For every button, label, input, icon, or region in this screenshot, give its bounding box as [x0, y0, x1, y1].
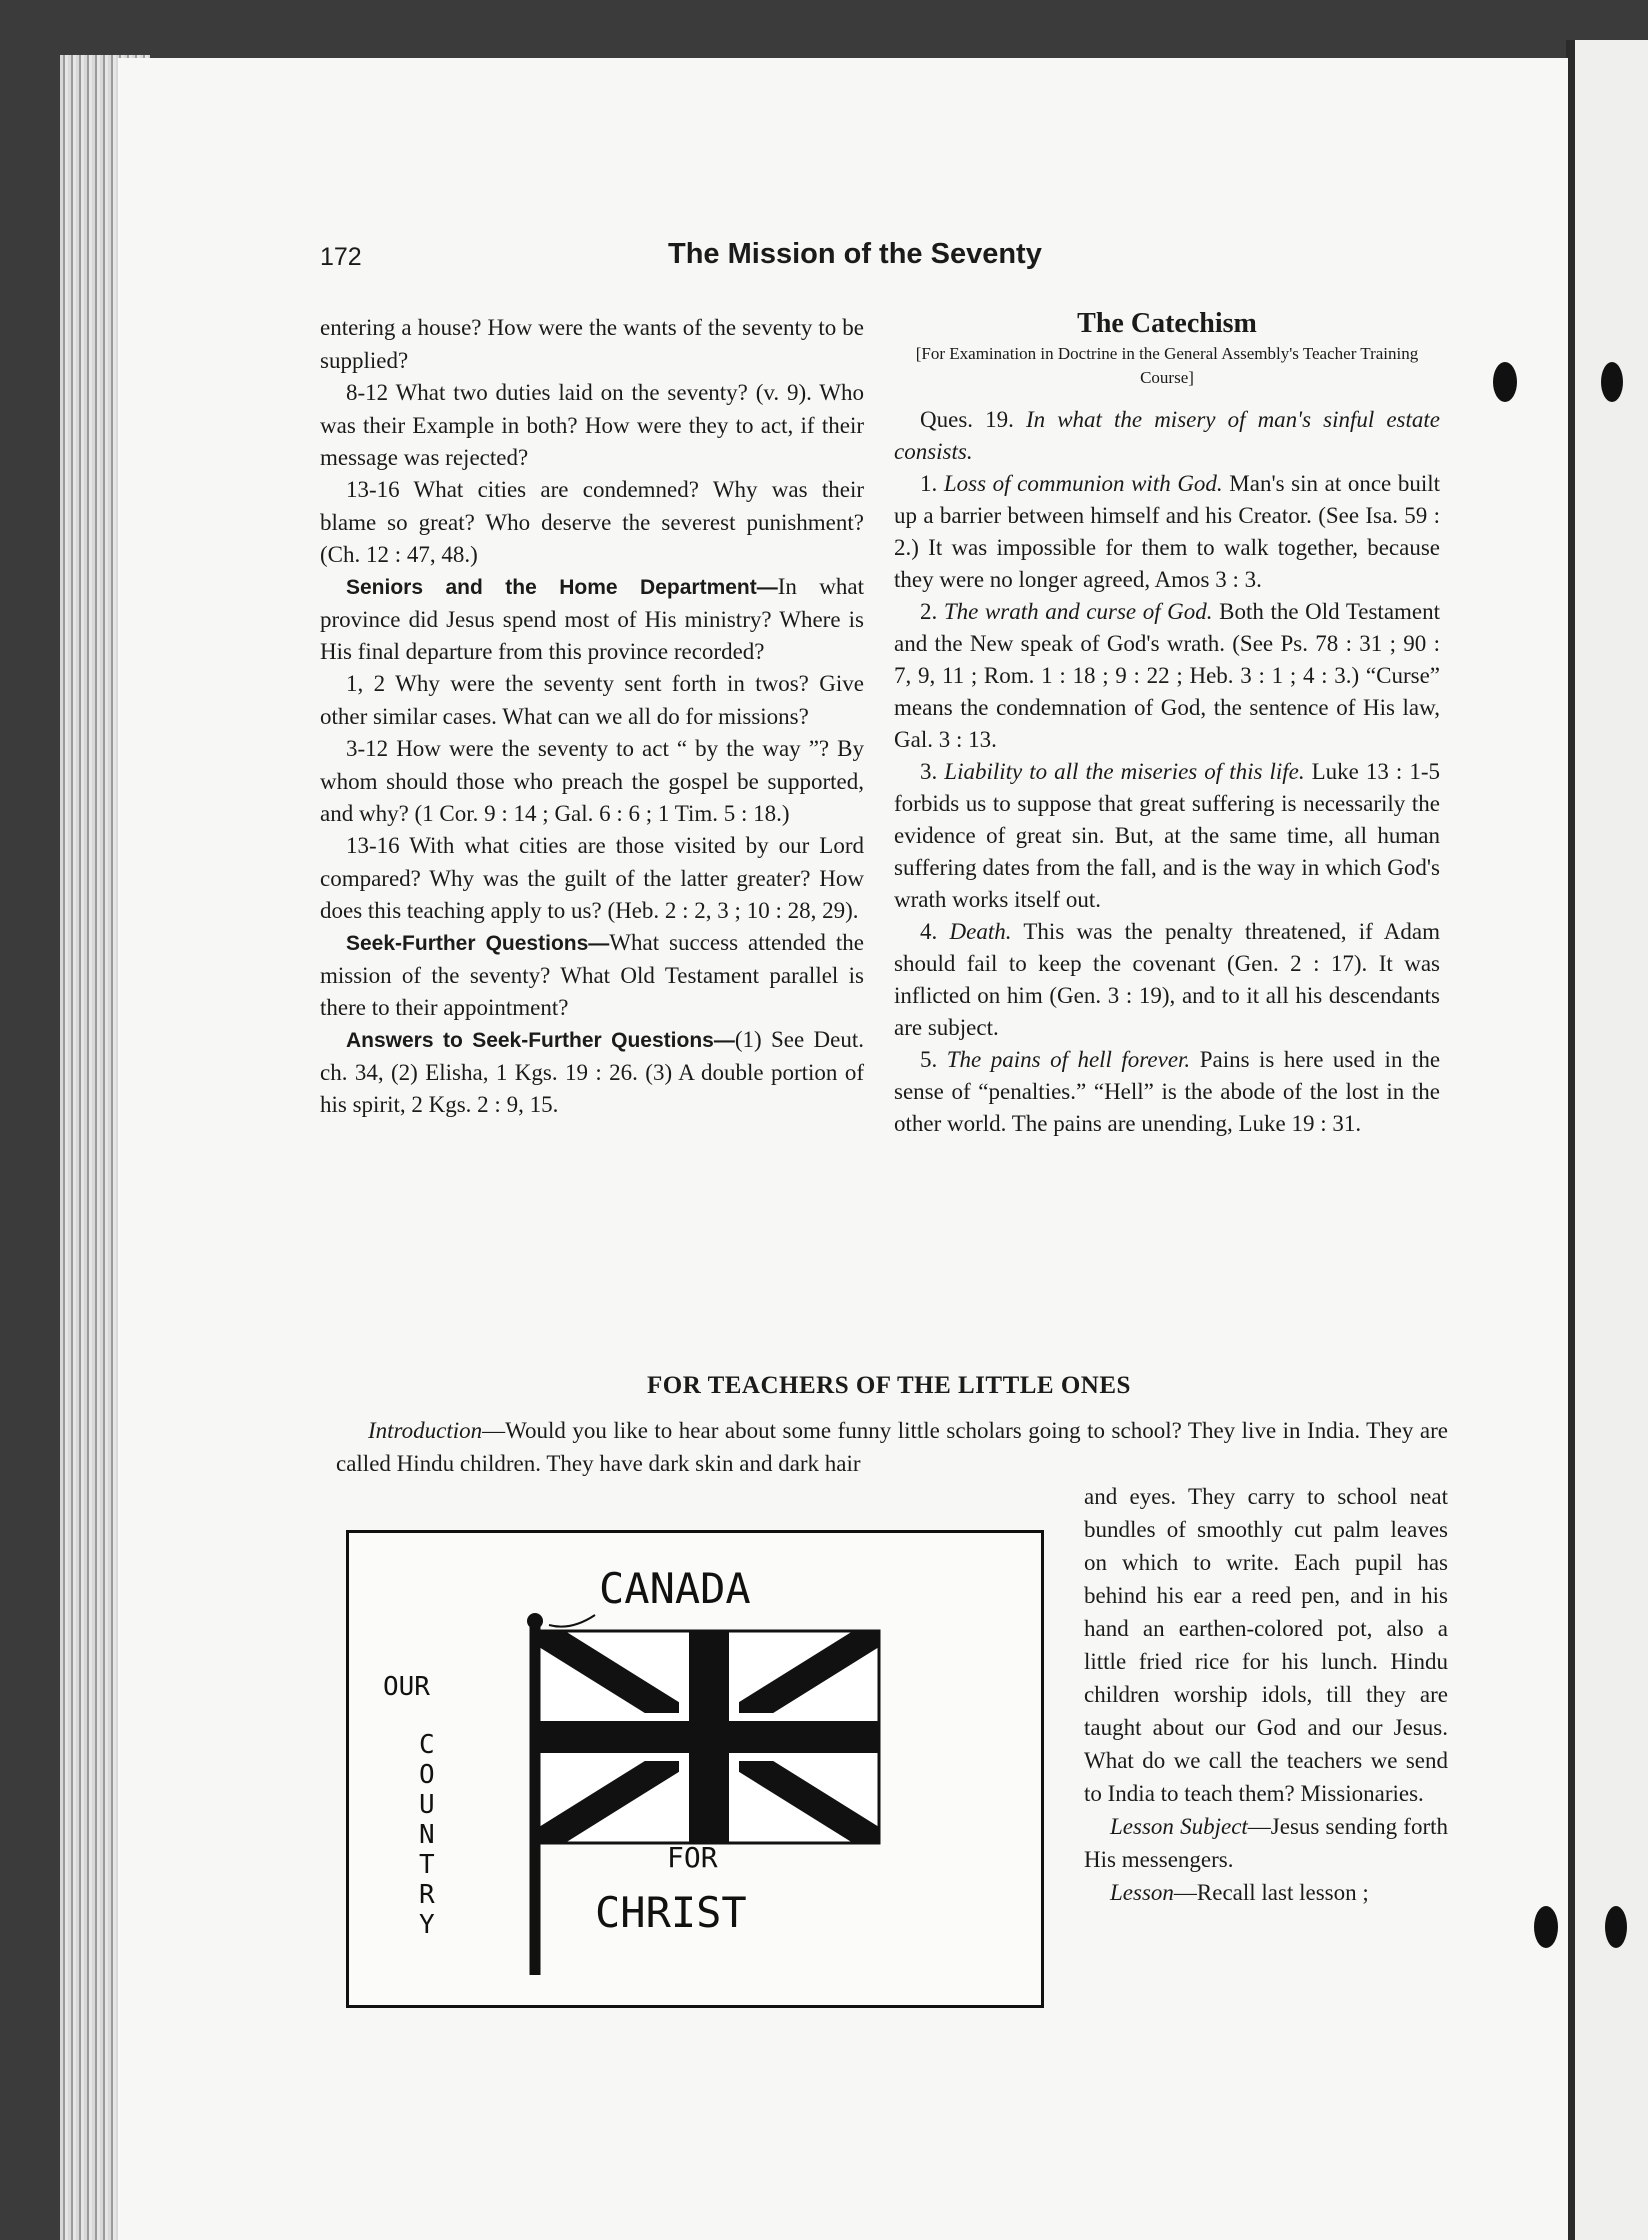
- paragraph-lead: Answers to Seek-Further Questions—: [346, 1029, 735, 1052]
- flag-illustration: [346, 1530, 1044, 2008]
- item-lead: 2.: [920, 599, 938, 624]
- union-flag: [539, 1631, 879, 1843]
- introduction-continued-text: and eyes. They carry to school neat bundles of smoothly cut palm leaves on which to write. Each pupil has behind his ear a reed pen, and in his hand an earthen-colored pot, also a little fried rice for his lunch. Hindu children worship idols, till they are taught about our God and our Jesus. What do we call the teachers we send to India to teach them? Missionaries.: [1084, 1484, 1448, 1806]
- item-italic: Loss of communion with God.: [943, 471, 1223, 496]
- catechism-title: The Catechism: [1077, 308, 1257, 339]
- flag-label-country-letter: Y: [419, 1910, 435, 1940]
- item-italic: In what the misery of man's sinful estate consists.: [894, 407, 1440, 464]
- lesson-lead: Lesson: [1110, 1880, 1174, 1905]
- canada-pointer-line: [549, 1615, 595, 1627]
- paragraph-5: [320, 733, 864, 830]
- paragraph-text: (1) See Deut. ch. 34, (2) Elisha, 1 Kgs. 19 : 26. (3) A double portion of his spirit, 2 Kgs. 2 : 9, 15.: [320, 1027, 864, 1117]
- item-text: This was the penalty threatened, if Adam should fail to keep the covenant (Gen. 2 : 17). It was inflicted on him (Gen. 3 : 19), and to it all his descendants are subject.: [894, 919, 1441, 1040]
- paragraph-text: 13-16 With what cities are those visited by our Lord compared? Why was the guilt of the latter greater? How does this teaching apply to us? (Heb. 2 : 2, 3 ; 10 : 28, 29).: [320, 833, 864, 923]
- paragraph-2: [320, 474, 864, 571]
- catechism-item: [894, 756, 1440, 916]
- paragraph-3: [320, 571, 864, 668]
- flag-label-christ: CHRIST: [595, 1888, 747, 1937]
- running-title: The Mission of the Seventy: [668, 238, 1042, 270]
- item-italic: Liability to all the miseries of this life.: [944, 759, 1305, 784]
- flag-label-canada: CANADA: [599, 1564, 751, 1613]
- paragraph-8: [320, 1024, 864, 1121]
- paragraph-text: What success attended the mission of the seventy? What Old Testament parallel is there to their appointment?: [320, 930, 864, 1020]
- catechism-column: [894, 306, 1440, 1140]
- lesson: [1084, 1876, 1448, 1909]
- lesson-subject: [1084, 1810, 1448, 1876]
- catechism-item: [894, 596, 1440, 756]
- catechism-question: [894, 404, 1440, 468]
- flag-label-country-letter: N: [419, 1820, 435, 1850]
- flag-drawing: [349, 1533, 1041, 2005]
- flag-label-country-letter: C: [419, 1730, 435, 1760]
- paragraph-4: [320, 668, 864, 733]
- lesson-subject-text: —Jesus sending forth His messengers.: [1084, 1814, 1448, 1872]
- item-italic: Death.: [949, 919, 1012, 944]
- catechism-note: [For Examination in Doctrine in the General Assembly's Teacher Training Course]: [915, 344, 1419, 387]
- item-text: Both the Old Testament and the New speak of God's wrath. (See Ps. 78 : 31 ; 90 : 7, 9, 11 ; Rom. 1 : 18 ; 9 : 22 ; Heb. 3 : 1 ; 4 : 3.) “Curse” means the condemnation of God, the sentence of His law, Gal. 3 : 13.: [894, 599, 1441, 752]
- left-column: [320, 312, 864, 1121]
- catechism-item: [894, 1044, 1440, 1140]
- flag-label-for: FOR: [667, 1841, 718, 1874]
- paragraph-text: 3-12 How were the seventy to act “ by the way ”? By whom should those who preach the gospel be supported, and why? (1 Cor. 9 : 14 ; Gal. 6 : 6 ; 1 Tim. 5 : 18.): [320, 736, 864, 826]
- binder-hole: [1534, 1906, 1558, 1948]
- flagpole-finial: [527, 1613, 543, 1629]
- item-text: Man's sin at once built up a barrier between himself and his Creator. (See Isa. 59 : 2.) It was impossible for them to walk together, because they were no longer agreed, Amos 3 : 3.: [894, 471, 1441, 592]
- paragraph-lead: Seek-Further Questions—: [346, 932, 610, 955]
- item-text: Luke 13 : 1-5 forbids us to suppose that great suffering is necessarily the evidence of great sin. But, at the same time, all human suffering dates from the fall, and is the way in which God's wrath works itself out.: [894, 759, 1441, 912]
- paragraph-text: 8-12 What two duties laid on the seventy? (v. 9). Who was their Example in both? How were they to act, if their message was rejected?: [320, 380, 864, 470]
- flag-label-our: OUR: [383, 1672, 430, 1702]
- item-italic: The pains of hell forever.: [946, 1047, 1191, 1072]
- paragraph-lead: Seniors and the Home Department—: [346, 576, 778, 599]
- paragraph-text: In what province did Jesus spend most of His ministry? Where is His final departure from this province recorded?: [320, 574, 864, 664]
- introduction-text: —Would you like to hear about some funny little scholars going to school? They live in India. They are called Hindu children. They have dark skin and dark hair: [336, 1418, 1448, 1476]
- item-lead: Ques. 19.: [920, 407, 1014, 432]
- flag-label-country-letter: U: [419, 1790, 435, 1820]
- catechism-item: [894, 916, 1440, 1044]
- paragraph-text: entering a house? How were the wants of the seventy to be supplied?: [320, 315, 864, 373]
- binder-hole: [1493, 362, 1517, 402]
- paragraph-text: 1, 2 Why were the seventy sent forth in twos? Give other similar cases. What can we all do for missions?: [320, 671, 864, 729]
- flag-label-country-letter: T: [419, 1850, 435, 1880]
- flag-label-country-letter: O: [419, 1760, 435, 1790]
- binder-hole: [1605, 1906, 1627, 1948]
- lesson-text: —Recall last lesson ;: [1173, 1880, 1369, 1905]
- paragraph-text: 13-16 What cities are condemned? Why was their blame so great? Who deserve the severest punishment? (Ch. 12 : 47, 48.): [320, 477, 864, 567]
- page-number: 172: [320, 243, 362, 271]
- item-lead: 1.: [920, 471, 938, 496]
- paragraph-1: [320, 377, 864, 474]
- section-title: FOR TEACHERS OF THE LITTLE ONES: [647, 1372, 1131, 1399]
- item-lead: 5.: [920, 1047, 938, 1072]
- lesson-subject-lead: Lesson Subject: [1110, 1814, 1248, 1839]
- binder-hole: [1601, 362, 1623, 402]
- item-lead: 3.: [920, 759, 938, 784]
- paragraph-0: [320, 312, 864, 377]
- paragraph-6: [320, 830, 864, 927]
- item-italic: The wrath and curse of God.: [943, 599, 1213, 624]
- introduction-paragraph: [336, 1414, 1448, 1480]
- item-text: Pains is here used in the sense of “penalties.” “Hell” is the abode of the lost in the other world. The pains are unending, Luke 19 : 31.: [894, 1047, 1441, 1136]
- catechism-item: [894, 468, 1440, 596]
- flag-label-country-letter: R: [419, 1880, 435, 1910]
- flag-cross-vertical: [689, 1631, 729, 1843]
- introduction-continued: [1084, 1480, 1448, 1909]
- paragraph-7: [320, 927, 864, 1024]
- introduction-lead: Introduction: [368, 1418, 483, 1443]
- item-lead: 4.: [920, 919, 938, 944]
